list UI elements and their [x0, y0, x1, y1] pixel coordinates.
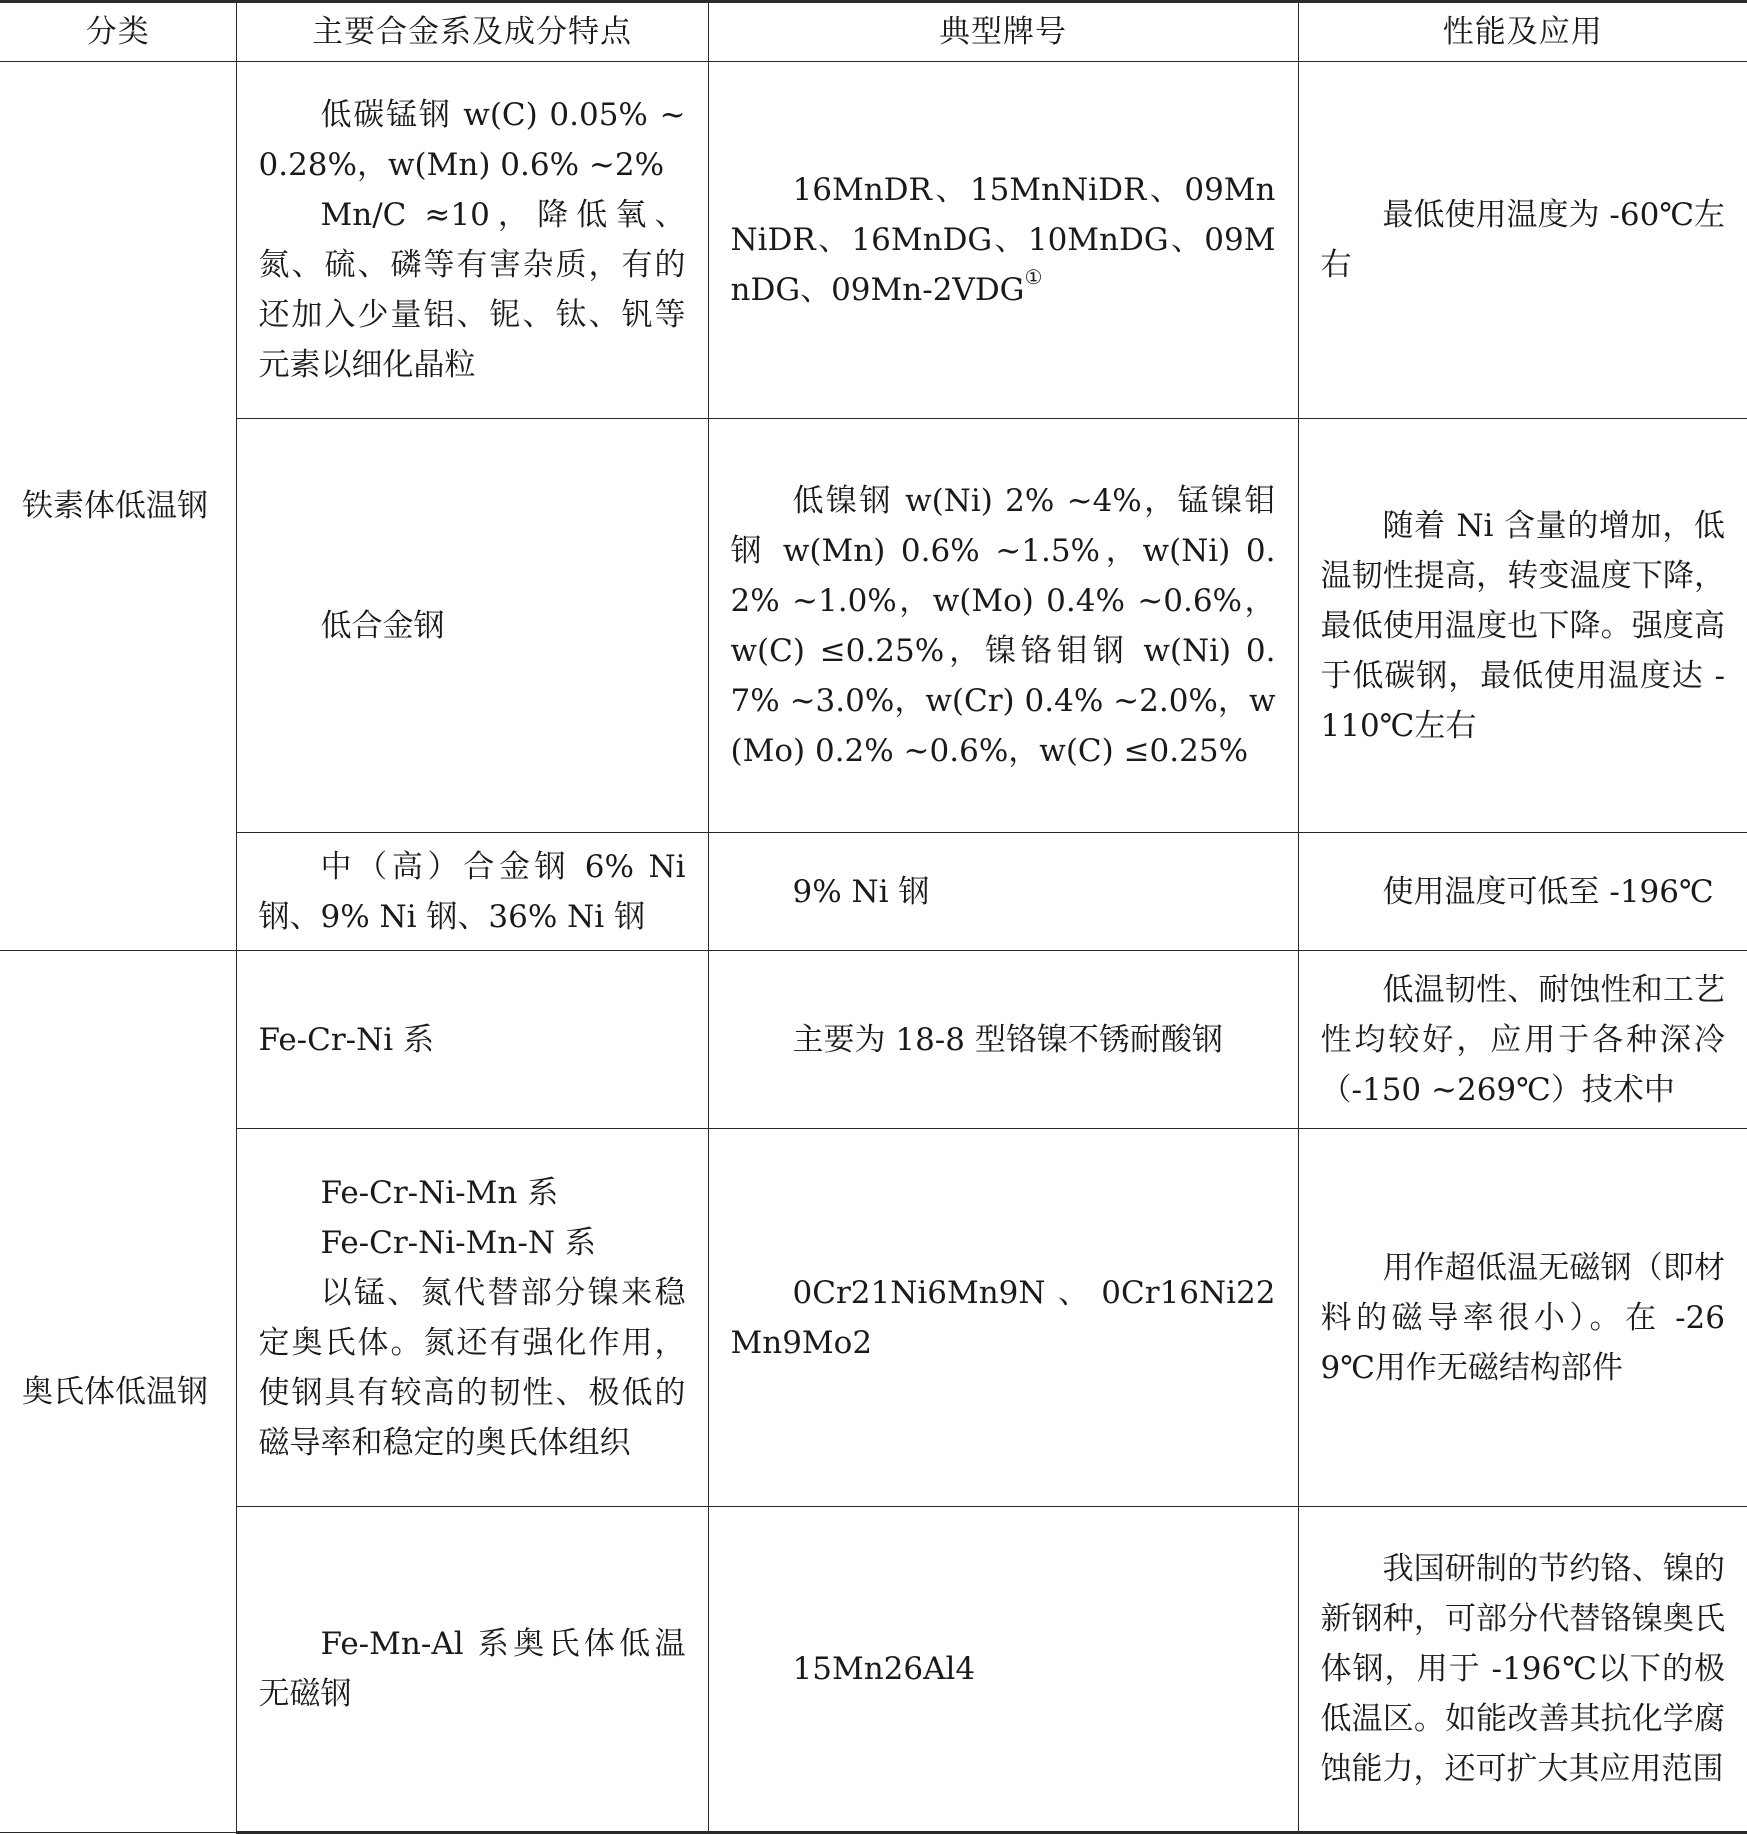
footnote-marker: ① — [1024, 265, 1043, 289]
composition-line: Mn/C ≈10，降低氧、氮、硫、磷等有害杂质，有的还加入少量铝、铌、钛、钒等元素以细化晶粒 — [258, 197, 686, 383]
category-austenitic: 奥氏体低温钢 — [0, 951, 236, 1833]
table-row — [0, 419, 1747, 833]
composition-line: 中（高）合金钢 6% Ni 钢、9% Ni 钢、36% Ni 钢 — [258, 848, 686, 935]
grades-cell — [708, 951, 1298, 1129]
header-applications: 性能及应用 — [1298, 2, 1747, 62]
composition-line: Fe-Cr-Ni 系 — [258, 1021, 435, 1058]
applications-text: 使用温度可低至 -196℃ — [1382, 873, 1714, 910]
grades-cell — [708, 833, 1298, 951]
grades-text: 15Mn26Al4 — [792, 1651, 976, 1687]
category-ferritic: 铁素体低温钢 — [0, 62, 236, 951]
table-row — [0, 833, 1747, 951]
applications-cell — [1298, 62, 1747, 419]
grades-cell — [708, 62, 1298, 419]
composition-line: Fe-Cr-Ni-Mn-N 系 — [320, 1224, 596, 1261]
composition-line: 低合金钢 — [320, 607, 445, 644]
composition-cell — [236, 1507, 708, 1833]
applications-cell — [1298, 1507, 1747, 1833]
grades-text: 0Cr21Ni6Mn9N、0Cr16Ni22Mn9Mo2 — [730, 1274, 1276, 1361]
composition-cell — [236, 833, 708, 951]
table-row — [0, 951, 1747, 1129]
grades-text: 低镍钢 w(Ni) 2% ~4%，锰镍钼钢 w(Mn) 0.6% ~1.5%，w(Ni) 0.2% ~1.0%，w(Mo) 0.4% ~0.6%，w(C) ≤0.25%，镍铬钼钢 w(Ni) 0.7% ~3.0%，w(Cr) 0.4% ~2.0%，w(Mo) 0.2% ~0.6%，w(C) ≤0.25% — [730, 482, 1276, 769]
applications-cell — [1298, 1129, 1747, 1507]
applications-cell — [1298, 951, 1747, 1129]
applications-text: 我国研制的节约铬、镍的新钢种，可部分代替铬镍奥氏体钢，用于 -196℃以下的极低温区。如能改善其抗化学腐蚀能力，还可扩大其应用范围 — [1320, 1551, 1725, 1787]
applications-text: 最低使用温度为 -60℃左右 — [1320, 197, 1725, 283]
header-grades: 典型牌号 — [708, 2, 1298, 62]
composition-line: Fe-Mn-Al 系奥氏体低温无磁钢 — [258, 1626, 686, 1712]
applications-cell — [1298, 833, 1747, 951]
composition-cell — [236, 951, 708, 1129]
grades-cell — [708, 1507, 1298, 1833]
grades-text: 16MnDR、15MnNiDR、09MnNiDR、16MnDG、10MnDG、09MnDG、09Mn-2VDG — [730, 172, 1276, 308]
composition-line: 以锰、氮代替部分镍来稳定奥氏体。氮还有强化作用，使钢具有较高的韧性、极低的磁导率和稳定的奥氏体组织 — [258, 1274, 686, 1461]
header-category: 分类 — [0, 2, 236, 62]
table-row — [0, 62, 1747, 419]
grades-text: 9% Ni 钢 — [792, 873, 930, 910]
table-row — [0, 1129, 1747, 1507]
composition-line: 低碳锰钢 w(C) 0.05% ~0.28%，w(Mn) 0.6% ~2% — [258, 97, 686, 183]
grades-text: 主要为 18-8 型铬镍不锈耐酸钢 — [792, 1021, 1223, 1058]
table-row — [0, 1507, 1747, 1833]
grades-cell — [708, 1129, 1298, 1507]
grades-cell — [708, 419, 1298, 833]
composition-cell — [236, 1129, 708, 1507]
applications-text: 低温韧性、耐蚀性和工艺性均较好，应用于各种深冷（-150 ~269℃）技术中 — [1320, 971, 1725, 1108]
applications-cell — [1298, 419, 1747, 833]
table-header-row — [0, 2, 1747, 62]
applications-text: 用作超低温无磁钢（即材料的磁导率很小）。在 -269℃用作无磁结构部件 — [1320, 1249, 1725, 1386]
composition-cell — [236, 419, 708, 833]
composition-line: Fe-Cr-Ni-Mn 系 — [320, 1174, 559, 1211]
applications-text: 随着 Ni 含量的增加，低温韧性提高，转变温度下降，最低使用温度也下降。强度高于低碳钢，最低使用温度达 -110℃左右 — [1320, 507, 1725, 744]
header-composition: 主要合金系及成分特点 — [236, 2, 708, 62]
composition-cell — [236, 62, 708, 419]
